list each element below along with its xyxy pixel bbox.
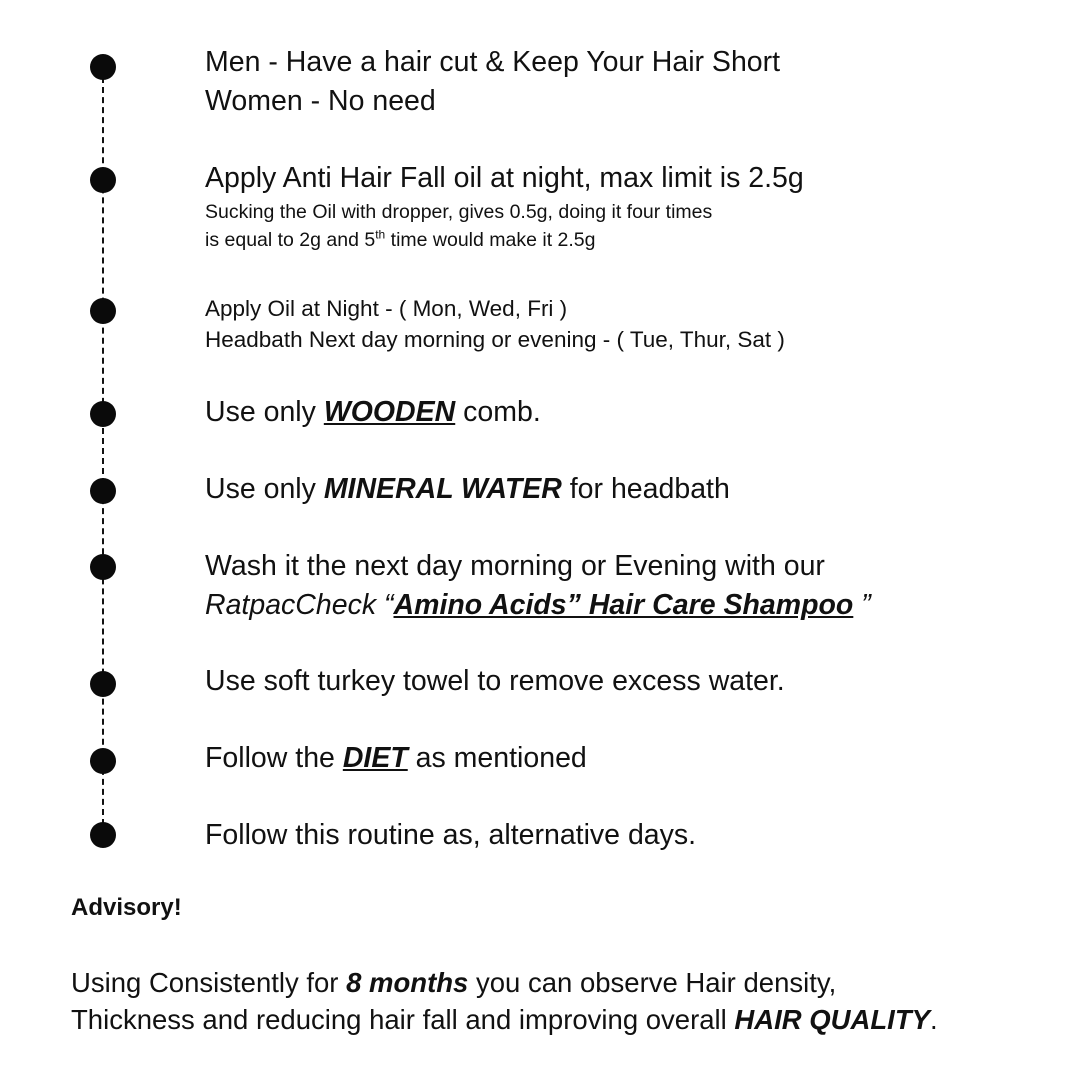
- step-text: Use soft turkey towel to remove excess water.: [205, 665, 785, 697]
- brand-name: RatpacCheck: [205, 589, 377, 621]
- step-diet: [205, 739, 1065, 778]
- step-text: comb.: [455, 396, 541, 428]
- advisory-line: [71, 1001, 1061, 1038]
- advisory-line: [71, 964, 1061, 1001]
- step-haircut: [205, 43, 1065, 121]
- product-name: Amino Acids” Hair Care Shampoo: [393, 589, 854, 621]
- step-water: [205, 470, 1065, 509]
- timeline-dot: [90, 298, 116, 324]
- advisory-title: Advisory!: [71, 894, 182, 921]
- step-text: Use only: [205, 473, 324, 505]
- step-line: Men - Have a hair cut & Keep Your Hair Short: [205, 46, 781, 78]
- step-line: [205, 586, 1065, 625]
- step-subtext: Sucking the Oil with dropper, gives 0.5g, doing it four times: [205, 201, 713, 223]
- step-emphasis: WOODEN: [323, 396, 456, 428]
- advisory-text: Using Consistently for: [71, 967, 347, 998]
- step-text: Follow this routine as, alternative days.: [205, 819, 697, 851]
- timeline-dot: [90, 822, 116, 848]
- step-subtext-part: is equal to 2g and 5: [205, 229, 376, 251]
- step-routine: [205, 816, 1065, 855]
- step-emphasis: DIET: [342, 742, 408, 774]
- step-towel: [205, 662, 1065, 701]
- step-subtext-part: time would make it 2.5g: [385, 229, 596, 251]
- step-emphasis: MINERAL WATER: [323, 473, 562, 505]
- timeline-dot: [90, 748, 116, 774]
- step-text: Use only: [205, 396, 324, 428]
- step-text: for headbath: [561, 473, 730, 505]
- advisory-text: Thickness and reducing hair fall and improving overall: [71, 1004, 735, 1035]
- step-apply-oil: [205, 159, 1065, 254]
- step-title: Apply Anti Hair Fall oil at night, max limit is 2.5g: [205, 162, 804, 194]
- step-text: Follow the: [205, 742, 343, 774]
- timeline-dot: [90, 554, 116, 580]
- advisory-emphasis: HAIR QUALITY: [734, 1004, 930, 1035]
- step-line: Apply Oil at Night - ( Mon, Wed, Fri ): [205, 296, 568, 321]
- superscript: th: [375, 227, 386, 242]
- step-line: Headbath Next day morning or evening - ( Tue, Thur, Sat ): [205, 327, 785, 352]
- quote-mark: “: [376, 589, 394, 621]
- step-subtext: [205, 226, 1065, 254]
- timeline-dot: [90, 54, 116, 80]
- step-schedule: [205, 293, 1065, 355]
- advisory-text: .: [929, 1004, 938, 1035]
- step-line: Women - No need: [205, 85, 436, 117]
- timeline-dot: [90, 671, 116, 697]
- timeline-dot: [90, 478, 116, 504]
- quote-mark: ”: [853, 589, 871, 621]
- step-wash: [205, 547, 1065, 625]
- advisory-body: [71, 964, 1061, 1038]
- advisory-text: you can observe Hair density,: [468, 967, 837, 998]
- timeline-dot: [90, 167, 116, 193]
- timeline-dot: [90, 401, 116, 427]
- step-text: as mentioned: [407, 742, 587, 774]
- advisory-emphasis: 8 months: [346, 967, 469, 998]
- step-comb: [205, 393, 1065, 432]
- step-line: Wash it the next day morning or Evening with our: [205, 550, 825, 582]
